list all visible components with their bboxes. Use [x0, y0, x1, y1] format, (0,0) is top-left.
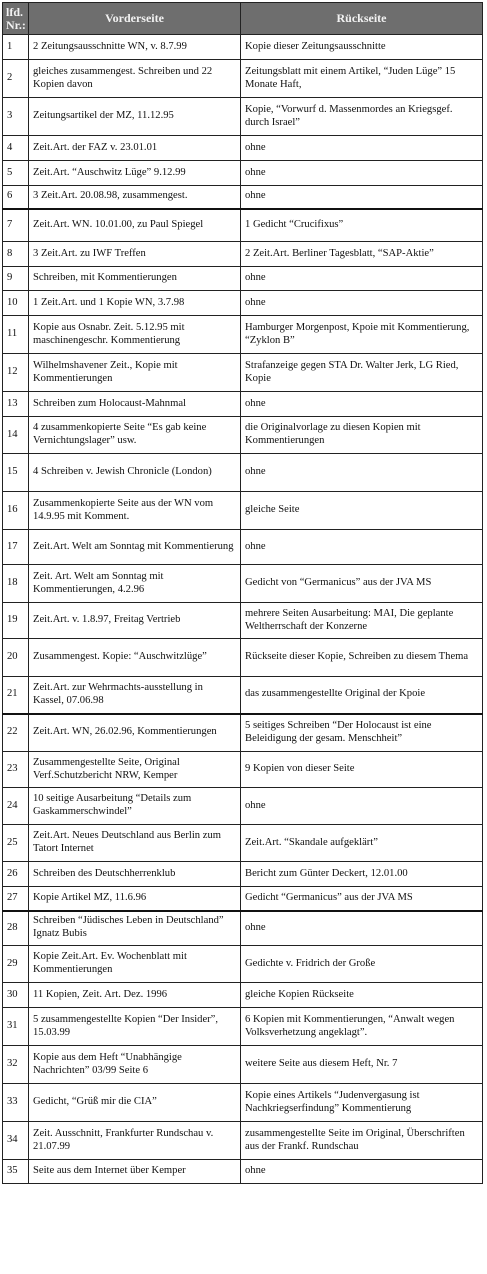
table-row	[3, 354, 483, 392]
cell-front: 3 Zeit.Art. zu IWF Treffen	[29, 242, 241, 267]
cell-front: Kopie Zeit.Art. Ev. Wochenblatt mit Kommentierungen	[29, 946, 241, 983]
cell-number: 6	[3, 186, 29, 209]
cell-number: 5	[3, 161, 29, 186]
cell-back: Bericht zum Günter Deckert, 12.01.00	[241, 862, 483, 887]
cell-back: ohne	[241, 911, 483, 946]
cell-front: Zeit.Art. WN. 10.01.00, zu Paul Spiegel	[29, 209, 241, 242]
table-row	[3, 677, 483, 714]
table-row	[3, 530, 483, 565]
table-row	[3, 1122, 483, 1160]
cell-back: Gedicht “Germanicus” aus der JVA MS	[241, 887, 483, 911]
cell-front: Schreiben zum Holocaust-Mahnmal	[29, 392, 241, 417]
header-back: Rückseite	[241, 3, 483, 35]
cell-number: 23	[3, 752, 29, 788]
cell-back: 5 seitiges Schreiben “Der Holocaust ist eine Beleidigung der gesam. Menschheit”	[241, 714, 483, 752]
cell-front: 10 seitige Ausarbeitung “Details zum Gaskammerschwindel”	[29, 788, 241, 825]
cell-back: 2 Zeit.Art. Berliner Tagesblatt, “SAP-Aktie”	[241, 242, 483, 267]
cell-number: 13	[3, 392, 29, 417]
table-row	[3, 788, 483, 825]
header-number: lfd. Nr.:	[3, 3, 29, 35]
cell-front: Zusammengestellte Seite, Original Verf.Schutzbericht NRW, Kemper	[29, 752, 241, 788]
cell-front: Zeit.Art. Neues Deutschland aus Berlin zum Tatort Internet	[29, 825, 241, 862]
cell-number: 19	[3, 603, 29, 639]
cell-front: Zeit.Art. v. 1.8.97, Freitag Vertrieb	[29, 603, 241, 639]
cell-number: 7	[3, 209, 29, 242]
cell-number: 2	[3, 60, 29, 98]
table-row	[3, 1084, 483, 1122]
cell-back: 1 Gedicht “Crucifixus”	[241, 209, 483, 242]
cell-back: mehrere Seiten Ausarbeitung: MAI, Die geplante Weltherrschaft der Konzerne	[241, 603, 483, 639]
table-row	[3, 136, 483, 161]
table-row	[3, 825, 483, 862]
cell-front: Wilhelmshavener Zeit., Kopie mit Kommentierungen	[29, 354, 241, 392]
cell-number: 15	[3, 454, 29, 492]
cell-front: Schreiben, mit Kommentierungen	[29, 267, 241, 291]
cell-front: Schreiben des Deutschherrenklub	[29, 862, 241, 887]
table-row	[3, 98, 483, 136]
cell-front: Zeit.Art. der FAZ v. 23.01.01	[29, 136, 241, 161]
cell-front: Zusammengest. Kopie: “Auschwitzlüge”	[29, 639, 241, 677]
cell-back: das zusammengestellte Original der Kpoie	[241, 677, 483, 714]
cell-back: Kopie, “Vorwurf d. Massenmordes an Kriegsgef. durch Israel”	[241, 98, 483, 136]
cell-number: 16	[3, 492, 29, 530]
cell-front: Zeit.Art. WN, 26.02.96, Kommentierungen	[29, 714, 241, 752]
cell-back: gleiche Kopien Rückseite	[241, 983, 483, 1008]
cell-back: ohne	[241, 454, 483, 492]
table-row	[3, 454, 483, 492]
table-row	[3, 911, 483, 946]
cell-back: ohne	[241, 788, 483, 825]
cell-number: 25	[3, 825, 29, 862]
inventory-table	[2, 2, 483, 1184]
cell-back: Zeitungsblatt mit einem Artikel, “Juden Lüge” 15 Monate Haft,	[241, 60, 483, 98]
table-row	[3, 316, 483, 354]
cell-back: gleiche Seite	[241, 492, 483, 530]
cell-back: ohne	[241, 161, 483, 186]
table-row	[3, 161, 483, 186]
cell-front: Zeit.Art. “Auschwitz Lüge” 9.12.99	[29, 161, 241, 186]
table-row	[3, 565, 483, 603]
cell-front: 3 Zeit.Art. 20.08.98, zusammengest.	[29, 186, 241, 209]
cell-front: Seite aus dem Internet über Kemper	[29, 1160, 241, 1184]
table-row	[3, 35, 483, 60]
table-row	[3, 946, 483, 983]
cell-number: 31	[3, 1008, 29, 1046]
cell-back: 9 Kopien von dieser Seite	[241, 752, 483, 788]
cell-front: Zeit. Ausschnitt, Frankfurter Rundschau v. 21.07.99	[29, 1122, 241, 1160]
cell-back: Gedichte v. Fridrich der Große	[241, 946, 483, 983]
cell-front: 4 zusammenkopierte Seite “Es gab keine Vernichtungslager” usw.	[29, 417, 241, 454]
cell-number: 1	[3, 35, 29, 60]
cell-number: 9	[3, 267, 29, 291]
cell-back: Strafanzeige gegen STA Dr. Walter Jerk, LG Ried, Kopie	[241, 354, 483, 392]
table-row	[3, 983, 483, 1008]
table-header-row	[3, 3, 483, 35]
cell-back: Hamburger Morgenpost, Kpoie mit Kommentierung, “Zyklon B”	[241, 316, 483, 354]
cell-front: gleiches zusammengest. Schreiben und 22 Kopien davon	[29, 60, 241, 98]
cell-back: zusammengestellte Seite im Original, Überschriften aus der Frankf. Rundschau	[241, 1122, 483, 1160]
cell-number: 24	[3, 788, 29, 825]
table-row	[3, 752, 483, 788]
cell-back: Zeit.Art. “Skandale aufgeklärt”	[241, 825, 483, 862]
cell-number: 34	[3, 1122, 29, 1160]
cell-number: 21	[3, 677, 29, 714]
cell-front: Kopie aus Osnabr. Zeit. 5.12.95 mit maschinengeschr. Kommentierung	[29, 316, 241, 354]
cell-back: die Originalvorlage zu diesen Kopien mit Kommentierungen	[241, 417, 483, 454]
table-row	[3, 392, 483, 417]
cell-back: Gedicht von “Germanicus” aus der JVA MS	[241, 565, 483, 603]
cell-number: 11	[3, 316, 29, 354]
cell-number: 20	[3, 639, 29, 677]
cell-number: 30	[3, 983, 29, 1008]
table-row	[3, 291, 483, 316]
table-row	[3, 1160, 483, 1184]
table-row	[3, 603, 483, 639]
cell-front: 5 zusammengestellte Kopien “Der Insider”, 15.03.99	[29, 1008, 241, 1046]
table-row	[3, 714, 483, 752]
cell-front: Gedicht, “Grüß mir die CIA”	[29, 1084, 241, 1122]
cell-back: ohne	[241, 291, 483, 316]
table-row	[3, 417, 483, 454]
cell-front: Zeit.Art. zur Wehrmachts-ausstellung in Kassel, 07.06.98	[29, 677, 241, 714]
header-front: Vorderseite	[29, 3, 241, 35]
cell-number: 17	[3, 530, 29, 565]
cell-number: 4	[3, 136, 29, 161]
table-row	[3, 887, 483, 911]
cell-back: ohne	[241, 186, 483, 209]
cell-number: 18	[3, 565, 29, 603]
cell-back: Kopie dieser Zeitungsausschnitte	[241, 35, 483, 60]
cell-back: ohne	[241, 392, 483, 417]
table-row	[3, 492, 483, 530]
cell-front: Schreiben “Jüdisches Leben in Deutschland” Ignatz Bubis	[29, 911, 241, 946]
cell-number: 8	[3, 242, 29, 267]
cell-number: 27	[3, 887, 29, 911]
cell-number: 26	[3, 862, 29, 887]
cell-front: 2 Zeitungsausschnitte WN, v. 8.7.99	[29, 35, 241, 60]
table-row	[3, 267, 483, 291]
table-row	[3, 186, 483, 209]
cell-number: 3	[3, 98, 29, 136]
cell-number: 22	[3, 714, 29, 752]
cell-front: 4 Schreiben v. Jewish Chronicle (London)	[29, 454, 241, 492]
table-row	[3, 242, 483, 267]
cell-front: 1 Zeit.Art. und 1 Kopie WN, 3.7.98	[29, 291, 241, 316]
cell-number: 35	[3, 1160, 29, 1184]
cell-number: 32	[3, 1046, 29, 1084]
cell-front: Zeit. Art. Welt am Sonntag mit Kommentierungen, 4.2.96	[29, 565, 241, 603]
cell-back: 6 Kopien mit Kommentierungen, “Anwalt wegen Volksverhetzung angeklagt”.	[241, 1008, 483, 1046]
cell-front: Zusammenkopierte Seite aus der WN vom 14.9.95 mit Komment.	[29, 492, 241, 530]
cell-back: ohne	[241, 267, 483, 291]
cell-back: ohne	[241, 530, 483, 565]
cell-number: 10	[3, 291, 29, 316]
table-row	[3, 209, 483, 242]
cell-back: Rückseite dieser Kopie, Schreiben zu diesem Thema	[241, 639, 483, 677]
cell-number: 12	[3, 354, 29, 392]
cell-back: ohne	[241, 136, 483, 161]
cell-front: Kopie Artikel MZ, 11.6.96	[29, 887, 241, 911]
table-row	[3, 1046, 483, 1084]
cell-number: 29	[3, 946, 29, 983]
cell-back: weitere Seite aus diesem Heft, Nr. 7	[241, 1046, 483, 1084]
table-row	[3, 60, 483, 98]
table-row	[3, 1008, 483, 1046]
cell-back: ohne	[241, 1160, 483, 1184]
cell-front: Zeitungsartikel der MZ, 11.12.95	[29, 98, 241, 136]
cell-number: 28	[3, 911, 29, 946]
cell-number: 33	[3, 1084, 29, 1122]
cell-back: Kopie eines Artikels “Judenvergasung ist Nachkriegserfindung” Kommentierung	[241, 1084, 483, 1122]
table-row	[3, 639, 483, 677]
table-row	[3, 862, 483, 887]
cell-front: Zeit.Art. Welt am Sonntag mit Kommentierung	[29, 530, 241, 565]
cell-front: Kopie aus dem Heft “Unabhängige Nachrichten” 03/99 Seite 6	[29, 1046, 241, 1084]
cell-front: 11 Kopien, Zeit. Art. Dez. 1996	[29, 983, 241, 1008]
cell-number: 14	[3, 417, 29, 454]
